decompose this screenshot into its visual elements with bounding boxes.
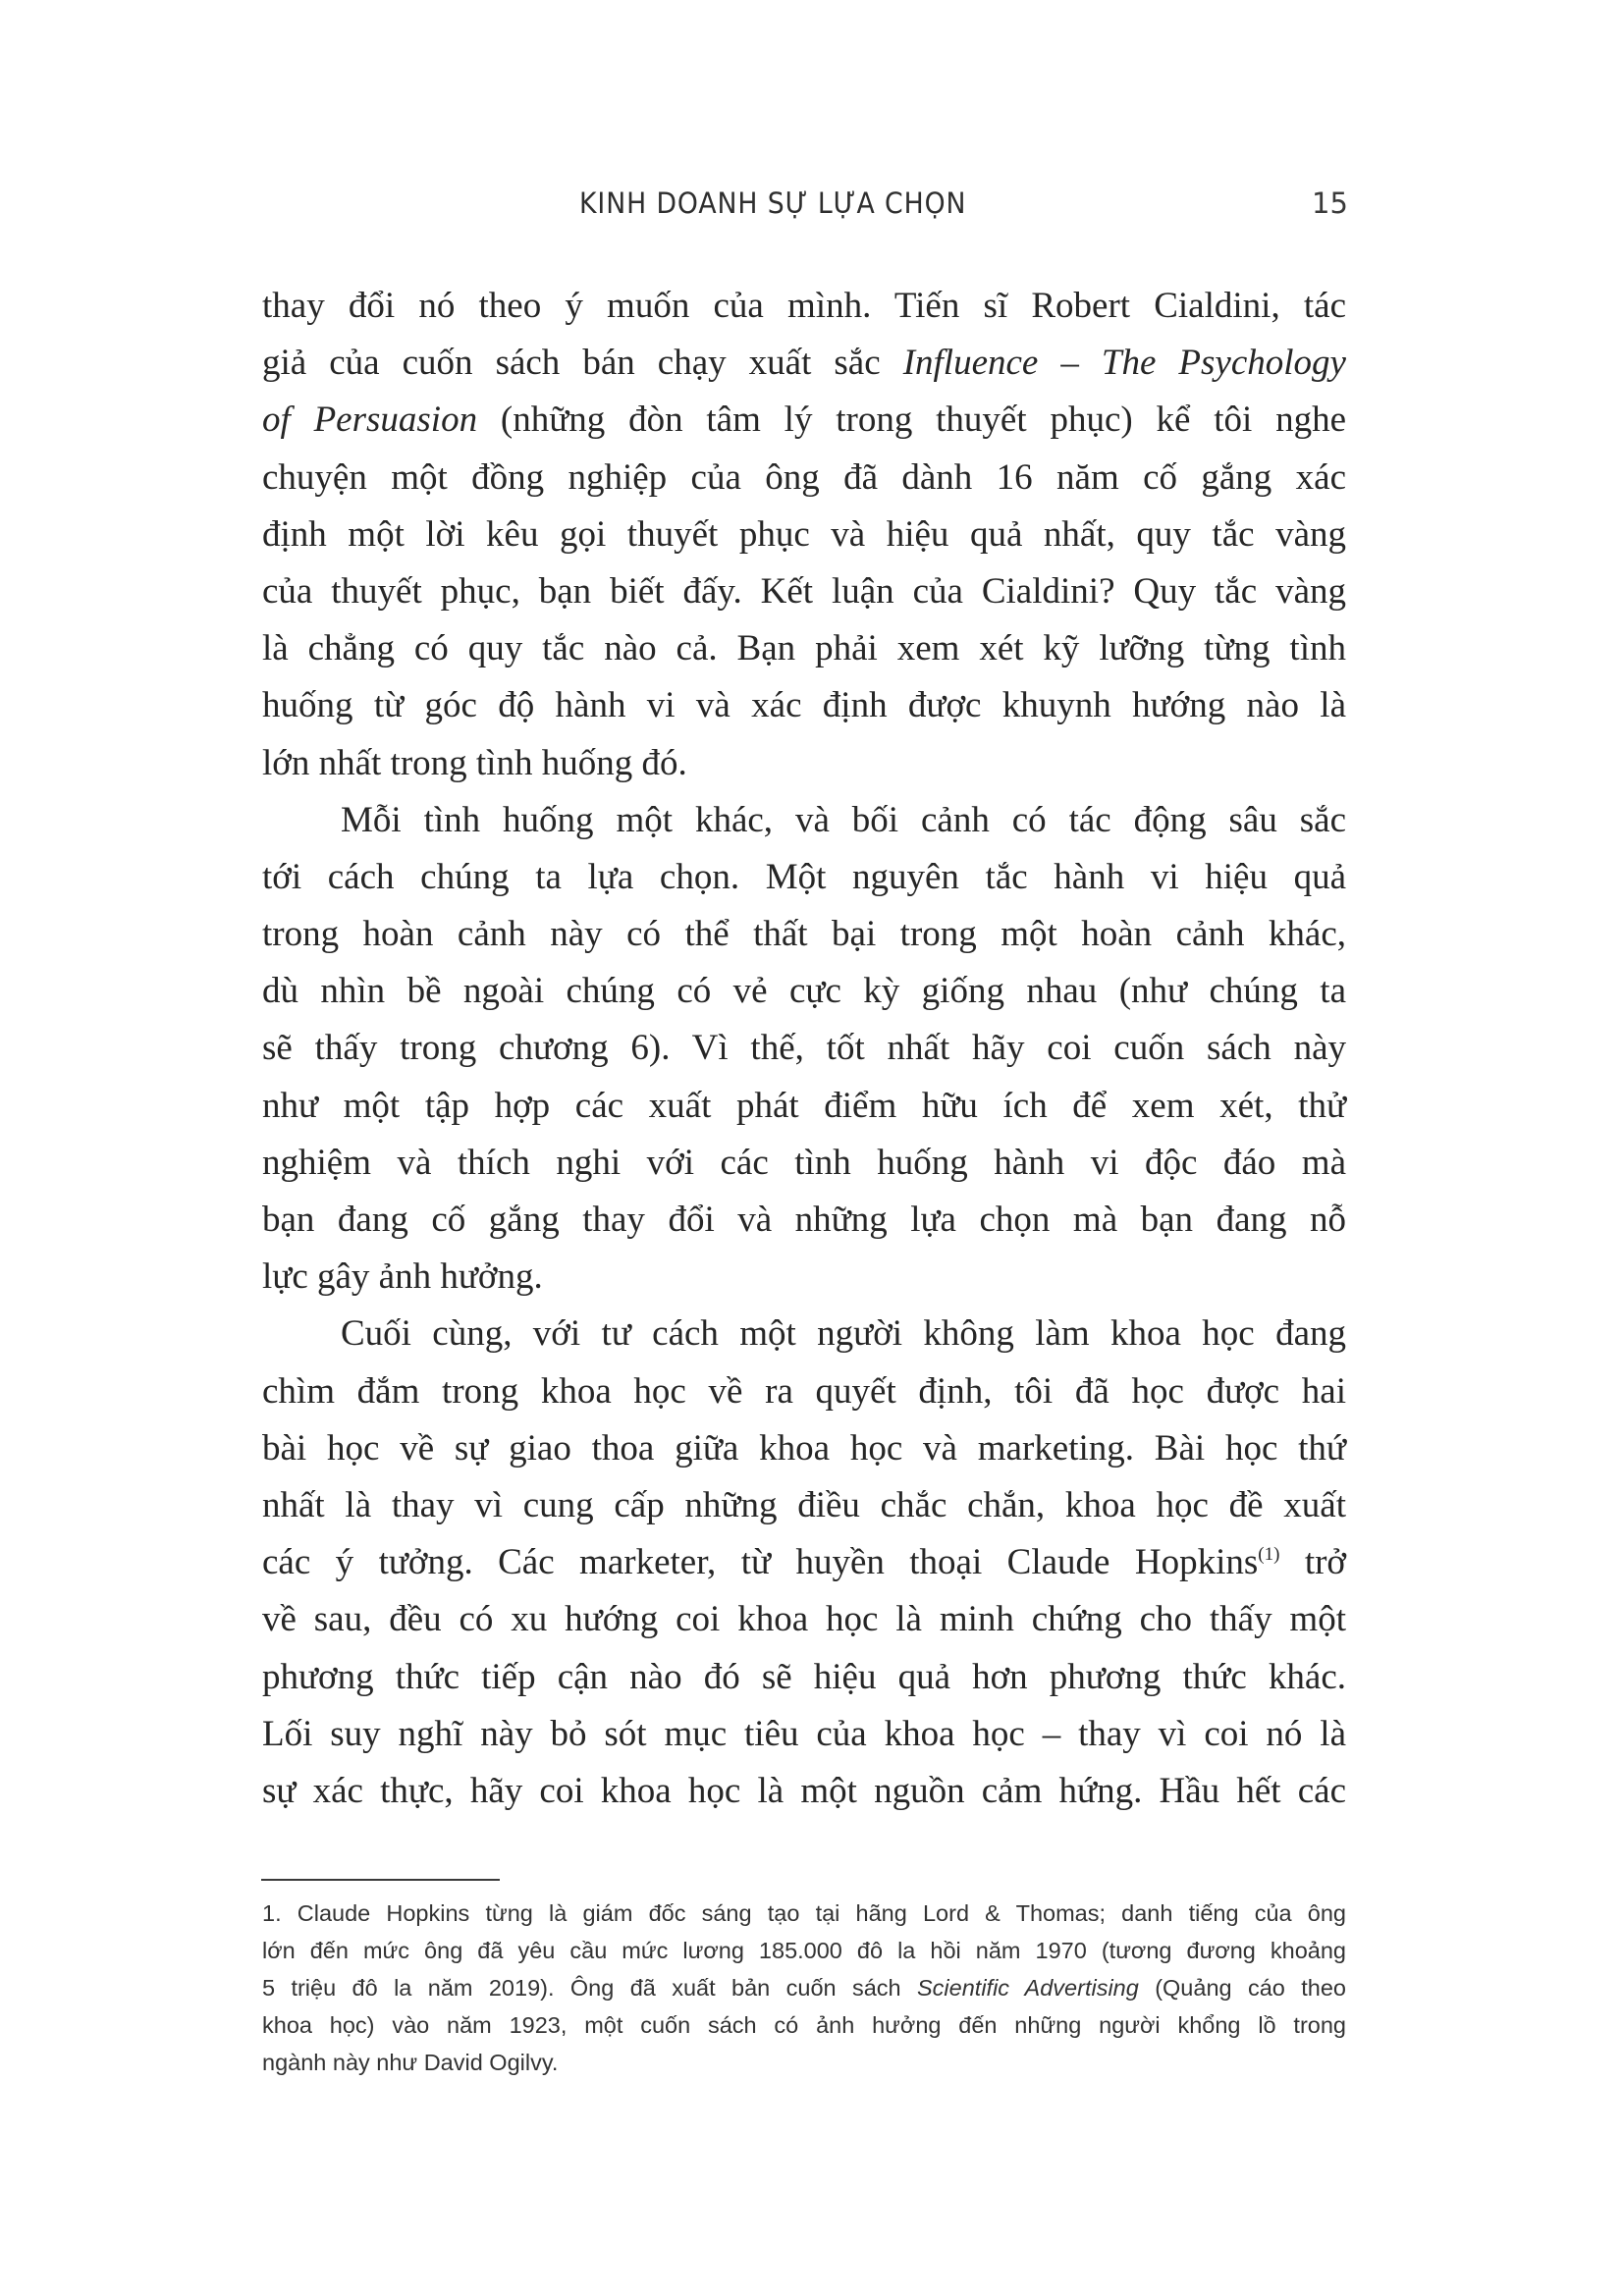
text-run: (những đòn tâm lý trong thuyết phục) kể tôi nghe xyxy=(477,400,1347,441)
body-line: về sau, đều có xu hướng coi khoa học là minh chứng cho thấy một xyxy=(262,1599,1346,1640)
body-line: chuyện một đồng nghiệp của ông đã dành 16 năm cố gắng xác xyxy=(262,456,1346,498)
body-text xyxy=(262,278,1346,1820)
footnote-line: 1. Claude Hopkins từng là giám đốc sáng tạo tại hãng Lord & Thomas; danh tiếng của ông xyxy=(262,1900,1346,1926)
body-line: dù nhìn bề ngoài chúng có vẻ cực kỳ giống nhau (như chúng ta xyxy=(262,971,1346,1012)
book-title-italic: Influence – The Psychology xyxy=(902,343,1346,384)
footnote-line xyxy=(262,1969,1346,2006)
body-line: Cuối cùng, với tư cách một người không làm khoa học đang xyxy=(341,1313,1346,1355)
body-line: bạn đang cố gắng thay đổi và những lựa chọn mà bạn đang nỗ xyxy=(262,1200,1346,1240)
body-line: sẽ thấy trong chương 6). Vì thế, tốt nhất hãy coi cuốn sách này xyxy=(262,1028,1346,1069)
body-line: trong hoàn cảnh này có thể thất bại trong một hoàn cảnh khác, xyxy=(262,914,1346,955)
body-line xyxy=(262,335,1346,392)
body-line: tới cách chúng ta lựa chọn. Một nguyên tắc hành vi hiệu quả xyxy=(262,856,1346,897)
body-line: nghiệm và thích nghi với các tình huống hành vi độc đáo mà xyxy=(262,1142,1346,1183)
body-line: Mỗi tình huống một khác, và bối cảnh có tác động sâu sắc xyxy=(341,799,1346,840)
body-line xyxy=(262,392,1346,449)
body-line: của thuyết phục, bạn biết đấy. Kết luận của Cialdini? Quy tắc vàng xyxy=(262,570,1346,612)
footnote-line: lớn đến mức ông đã yêu cầu mức lương 185.000 đô la hồi năm 1970 (tương đương khoảng xyxy=(262,1938,1346,1963)
footnote-divider xyxy=(261,1879,500,1881)
body-line: Lối suy nghĩ này bỏ sót mục tiêu của khoa học – thay vì coi nó là xyxy=(262,1713,1346,1754)
book-title-italic: Scientific Advertising xyxy=(917,1975,1139,2001)
footnote xyxy=(262,1895,1346,2081)
body-line: định một lời kêu gọi thuyết phục và hiệu quả nhất, quy tắc vàng xyxy=(262,513,1346,555)
running-title: KINH DOANH SỰ LỰA CHỌN xyxy=(579,187,967,220)
body-line: lực gây ảnh hưởng. xyxy=(262,1256,543,1298)
body-line: là chẳng có quy tắc nào cả. Bạn phải xem xét kỹ lưỡng từng tình xyxy=(262,628,1346,669)
page-number: 15 xyxy=(1312,187,1348,220)
body-line: huống từ góc độ hành vi và xác định được khuynh hướng nào là xyxy=(262,685,1346,726)
body-line: nhất là thay vì cung cấp những điều chắc chắn, khoa học đề xuất xyxy=(262,1484,1346,1525)
footnote-line: khoa học) vào năm 1923, một cuốn sách có ảnh hưởng đến những người khổng lồ trong xyxy=(262,2012,1346,2038)
body-line: lớn nhất trong tình huống đó. xyxy=(262,742,687,783)
text-run: các ý tưởng. Các marketer, từ huyền thoại Claude Hopkins xyxy=(262,1542,1259,1583)
body-line: bài học về sự giao thoa giữa khoa học và marketing. Bài học thứ xyxy=(262,1427,1346,1468)
text-run: (Quảng cáo theo xyxy=(1138,1975,1346,2001)
body-line: phương thức tiếp cận nào đó sẽ hiệu quả hơn phương thức khác. xyxy=(262,1656,1346,1697)
body-line: chìm đắm trong khoa học về ra quyết định, tôi đã học được hai xyxy=(262,1370,1346,1412)
body-line: sự xác thực, hãy coi khoa học là một nguồn cảm hứng. Hầu hết các xyxy=(262,1770,1346,1811)
text-run: 5 triệu đô la năm 2019). Ông đã xuất bản cuốn sách xyxy=(262,1975,917,2001)
body-line xyxy=(262,1534,1346,1591)
body-line: như một tập hợp các xuất phát điểm hữu ích để xem xét, thử xyxy=(262,1085,1346,1126)
footnote-reference[interactable]: (1) xyxy=(1258,1544,1280,1566)
text-run: trở xyxy=(1279,1542,1346,1583)
book-title-italic: of Persuasion xyxy=(262,400,478,441)
footnote-line: ngành này như David Ogilvy. xyxy=(262,2050,559,2075)
body-line: thay đổi nó theo ý muốn của mình. Tiến sĩ Robert Cialdini, tác xyxy=(262,286,1346,326)
text-run: giả của cuốn sách bán chạy xuất sắc xyxy=(262,343,903,384)
